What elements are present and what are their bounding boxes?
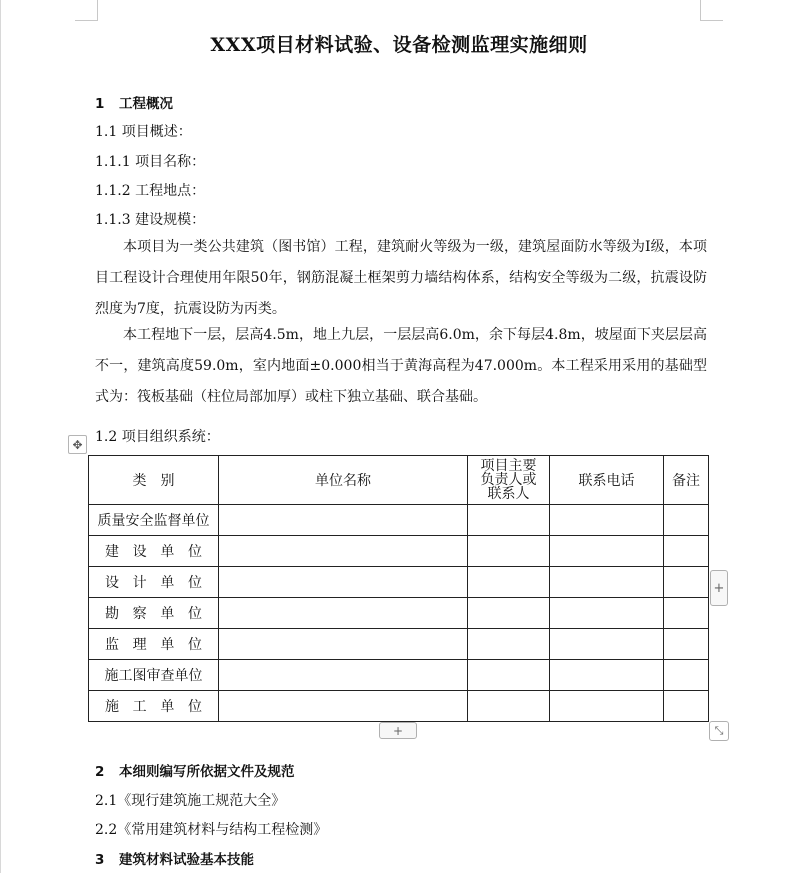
phone-cell[interactable] [550,505,664,536]
category-cell[interactable] [89,629,219,660]
section-2-heading [95,760,295,780]
section-3-heading [95,848,254,868]
category-char: 察 [132,606,147,622]
subsection-2-2: 2.2《常用建筑材料与结构工程检测》 [95,822,328,838]
lead-cell[interactable] [468,629,550,660]
add-column-button[interactable] [710,570,728,606]
category-label [89,541,218,561]
category-char: 单 [160,544,175,560]
table-row [89,505,709,536]
table-row [89,536,709,567]
category-label [89,634,218,654]
unit-name-cell[interactable] [219,691,468,722]
section-title: 工程概况 [119,96,173,112]
phone-cell[interactable] [550,691,664,722]
category-char: 单 [160,637,175,653]
category-char: 位 [187,606,202,622]
section-title: 本细则编写所依据文件及规范 [119,764,295,780]
add-row-button[interactable] [379,722,417,739]
lead-cell[interactable] [468,598,550,629]
category-char: 理 [132,637,147,653]
subsection-1-1: 1.1 项目概述： [95,124,192,140]
header-category[interactable]: 类 别 [89,456,219,505]
category-label: 施工图审查单位 [104,668,203,684]
plus-icon: + [392,723,404,738]
category-char: 计 [132,575,147,591]
category-label: 质量安全监督单位 [97,513,210,529]
phone-cell[interactable] [550,598,664,629]
plus-icon: + [713,580,725,596]
paragraph-scale-2: 本工程地下一层，层高4.5m，地上九层，一层层高6.0m，余下每层4.8m，坡屋面下夹层层高不一，建筑高度59.0m，室内地面±0.000相当于黄海高程为47.000m。本工程采用采用的基础型式为：筏板基础（柱位局部加厚）或柱下独立基础、联合基础。 [95,327,707,405]
subsection-1-2: 1.2 项目组织系统： [95,429,220,445]
header-lead-line-2: 负责人或 [480,472,537,488]
paragraph-scale-1: 本项目为一类公共建筑（图书馆）工程，建筑耐火等级为一级，建筑屋面防水等级为Ⅰ级，本项目工程设计合理使用年限50年，钢筋混凝土框架剪力墙结构体系，结构安全等级为二级，抗震设防烈度为7度，抗震设防为丙类。 [95,239,707,317]
table-resize-handle[interactable] [709,721,729,741]
resize-diagonal-icon: ⤡ [714,724,724,737]
table-row [89,567,709,598]
category-cell[interactable] [89,536,219,567]
subsection-1-1-3: 1.1.3 建设规模： [95,212,206,228]
header-unit-name[interactable]: 单位名称 [219,456,468,505]
header-lead-line-3: 联系人 [487,486,530,502]
remark-cell[interactable] [664,629,709,660]
unit-name-cell[interactable] [219,598,468,629]
section-number: 2 [95,764,105,780]
category-char: 位 [187,575,202,591]
category-char: 监 [105,637,119,653]
lead-cell[interactable] [468,536,550,567]
category-char: 建 [105,544,119,560]
category-char: 位 [187,699,202,715]
phone-cell[interactable] [550,536,664,567]
category-cell[interactable] [89,598,219,629]
section-number: 3 [95,852,105,868]
category-char: 单 [160,699,175,715]
category-char: 施 [105,699,119,715]
phone-cell[interactable] [550,660,664,691]
category-char: 位 [187,544,202,560]
unit-name-cell[interactable] [219,660,468,691]
category-char: 设 [132,544,147,560]
remark-cell[interactable] [664,567,709,598]
section-1-heading [95,92,173,112]
crop-mark-top-right [700,0,723,21]
category-char: 单 [160,606,175,622]
table-row [89,660,709,691]
org-system-table [88,455,709,722]
category-label [89,696,218,716]
phone-cell[interactable] [550,567,664,598]
table-row [89,629,709,660]
remark-cell[interactable] [664,691,709,722]
subsection-1-1-2: 1.1.2 工程地点： [95,183,206,199]
move-arrows-icon: ✥ [72,437,83,452]
table-row [89,691,709,722]
remark-cell[interactable] [664,505,709,536]
section-number: 1 [95,96,105,112]
category-char: 工 [132,699,147,715]
header-lead-line-1: 项目主要 [480,458,537,474]
category-char: 单 [160,575,175,591]
document-title: XXX项目材料试验、设备检测监理实施细则 [210,34,588,56]
lead-cell[interactable] [468,567,550,598]
category-label [89,572,218,592]
remark-cell[interactable] [664,598,709,629]
table-move-handle[interactable] [68,435,87,454]
remark-cell[interactable] [664,660,709,691]
category-cell[interactable] [89,691,219,722]
phone-cell[interactable] [550,629,664,660]
category-cell[interactable] [89,567,219,598]
header-phone[interactable]: 联系电话 [550,456,664,505]
category-cell[interactable] [89,505,219,536]
subsection-1-1-1: 1.1.1 项目名称： [95,154,206,170]
section-title: 建筑材料试验基本技能 [119,852,254,868]
category-cell[interactable] [89,660,219,691]
unit-name-cell[interactable] [219,629,468,660]
header-lead-person[interactable] [468,456,550,505]
subsection-2-1: 2.1《现行建筑施工规范大全》 [95,793,286,809]
page-edge [0,0,1,873]
unit-name-cell[interactable] [219,567,468,598]
table-header-row [89,456,709,505]
table-row [89,598,709,629]
category-label [89,603,218,623]
lead-cell[interactable] [468,691,550,722]
remark-cell[interactable] [664,536,709,567]
category-char: 勘 [105,606,119,622]
lead-cell[interactable] [468,660,550,691]
category-char: 设 [105,575,119,591]
category-char: 位 [187,637,202,653]
unit-name-cell[interactable] [219,536,468,567]
crop-mark-top-left [75,0,98,21]
header-remark[interactable]: 备注 [664,456,709,505]
unit-name-cell[interactable] [219,505,468,536]
lead-cell[interactable] [468,505,550,536]
